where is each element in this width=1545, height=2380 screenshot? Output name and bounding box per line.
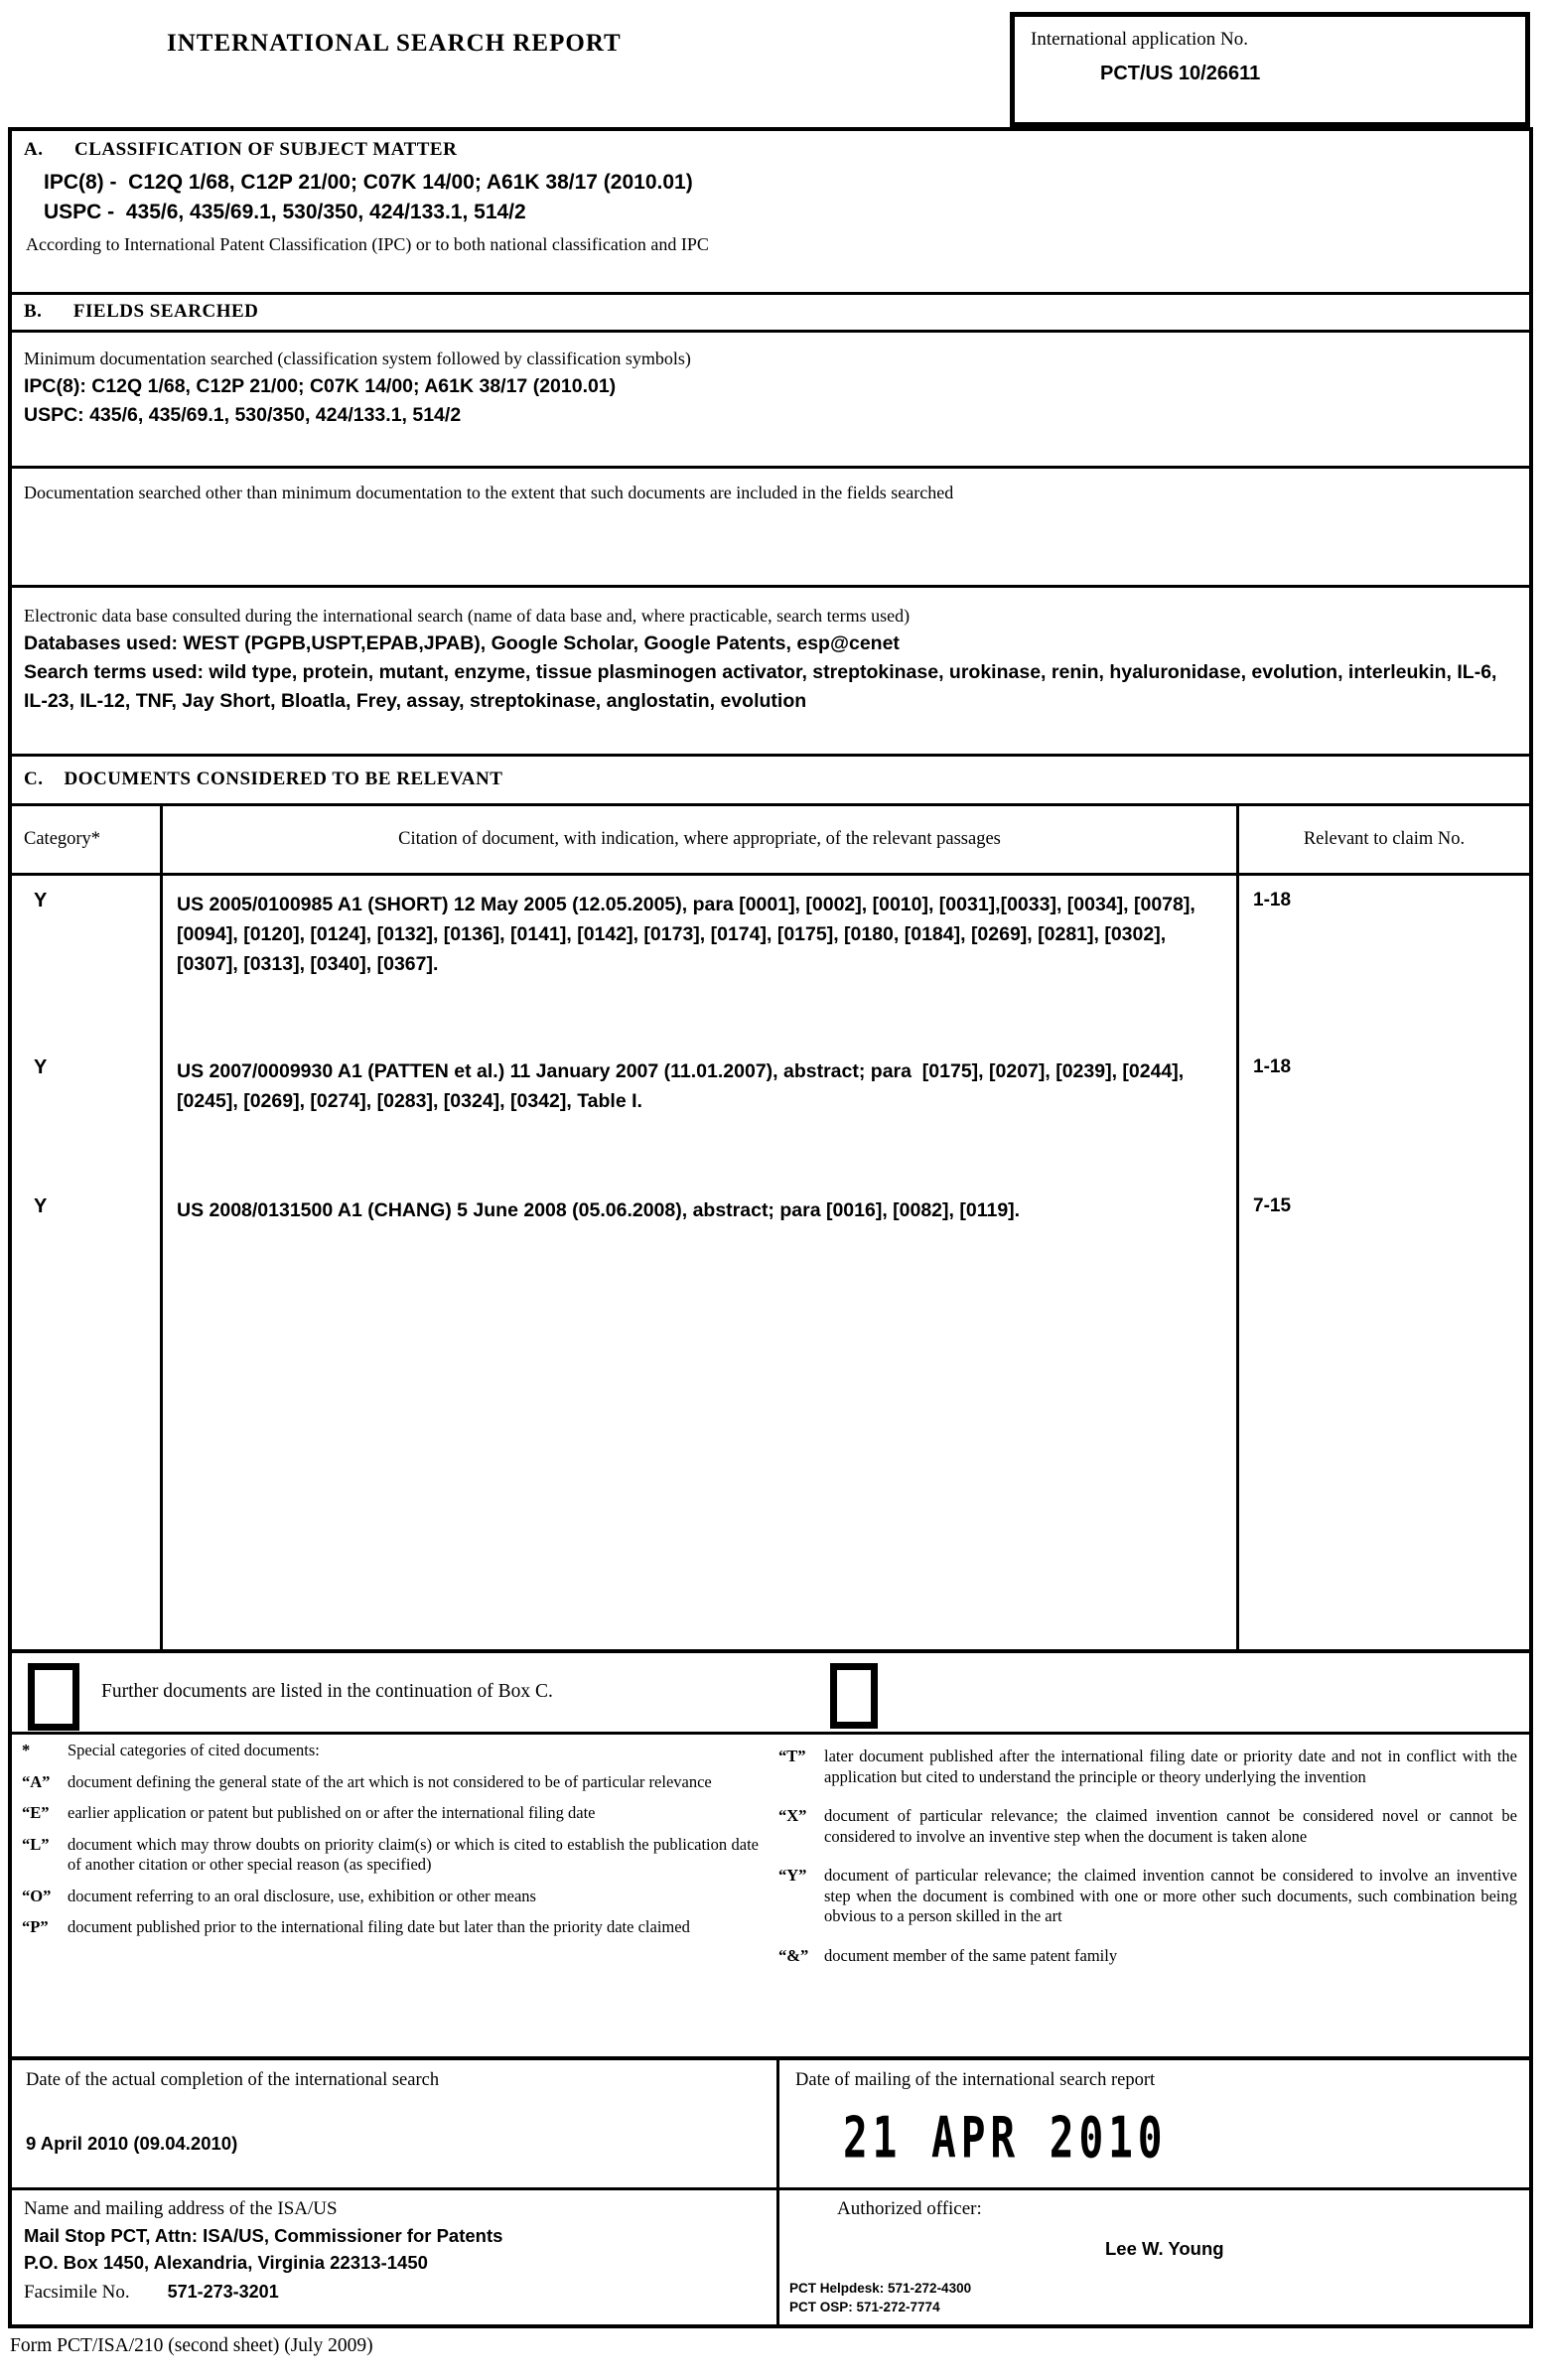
citation-text: US 2007/0009930 A1 (PATTEN et al.) 11 January 2007 (11.01.2007), abstract; para [0175], [0207], [0239], [0244], [0245], [0269], [0274], [0283], [0324], [0342], Table I. <box>177 1060 1190 1112</box>
legend-symbol: “E” <box>22 1803 50 1822</box>
legend-text: earlier application or patent but published on or after the international filing date <box>68 1803 596 1822</box>
legend-right-column <box>767 1735 1529 2056</box>
authorized-officer-label: Authorized officer: <box>837 2198 982 2219</box>
pct-osp-line: PCT OSP: 571-272-7774 <box>789 2300 940 2314</box>
ipc-classification: IPC(8) - C12Q 1/68, C12P 21/00; C07K 14/00; A61K 38/17 (2010.01) <box>44 171 693 194</box>
application-number-box <box>1010 12 1530 127</box>
legend-symbol: * <box>22 1741 31 1759</box>
isa-address-cell <box>12 2190 776 2324</box>
isa-address-label: Name and mailing address of the ISA/US <box>24 2198 338 2219</box>
application-number-label: International application No. <box>1031 29 1248 50</box>
category-column <box>12 876 163 1649</box>
application-number-value: PCT/US 10/26611 <box>1100 63 1261 84</box>
completion-date-label: Date of the actual completion of the international search <box>26 2070 440 2090</box>
legend-text: document referring to an oral disclosure, use, exhibition or other means <box>68 1886 536 1905</box>
legend-item <box>778 1866 1521 1927</box>
edb-databases: Databases used: WEST (PGPB,USPT,EPAB,JPAB), Google Scholar, Google Patents, esp@cenet <box>24 632 900 654</box>
legend-text: Special categories of cited documents: <box>68 1741 320 1759</box>
legend-symbol: “T” <box>778 1747 806 1765</box>
section-a-classification <box>12 131 1529 292</box>
citation-category: Y <box>34 1195 48 1217</box>
legend-text: document published prior to the international filing date but later than the priority date claimed <box>68 1917 690 1936</box>
relevant-claims: 1-18 <box>1253 890 1292 910</box>
legend-item <box>778 1747 1521 1787</box>
legend-text: document member of the same patent family <box>824 1945 1118 1965</box>
column-header-citation: Citation of document, with indication, where appropriate, of the relevant passages <box>163 806 1239 873</box>
legend-symbol: “A” <box>22 1771 51 1791</box>
legend-item <box>22 1917 763 1938</box>
citation-column <box>163 876 1239 1649</box>
citation-table-header <box>12 803 1529 873</box>
legend-item <box>22 1741 763 1761</box>
minimum-uspc: USPC: 435/6, 435/69.1, 530/350, 424/133.1, 514/2 <box>24 404 462 426</box>
isa-officer-row <box>12 2187 1529 2324</box>
legend-symbol: “L” <box>22 1834 50 1854</box>
relevant-claims: 1-18 <box>1253 1056 1292 1077</box>
authorized-officer-name: Lee W. Young <box>1105 2238 1224 2259</box>
isa-address-line1: Mail Stop PCT, Attn: ISA/US, Commissioner for Patents <box>24 2225 503 2246</box>
facsimile-label: Facsimile No. <box>24 2282 130 2303</box>
authorized-officer-cell <box>776 2190 1529 2324</box>
page-title: INTERNATIONAL SEARCH REPORT <box>167 30 622 57</box>
form-body <box>8 127 1533 2328</box>
facsimile-number: 571-273-3201 <box>167 2282 279 2302</box>
completion-date-value: 9 April 2010 (09.04.2010) <box>26 2133 238 2154</box>
pct-helpdesk-line: PCT Helpdesk: 571-272-4300 <box>789 2281 972 2296</box>
claims-column <box>1239 876 1529 1649</box>
dates-row <box>12 2056 1529 2187</box>
edb-search-terms: Search terms used: wild type, protein, mutant, enzyme, tissue plasminogen activator, streptokinase, urokinase, renin, hyaluronidase, evolution, interleukin, IL-6, IL-23, IL-12, TNF, Jay Short, Bloatla, Frey, assay, streptokinase, anglostatin, evolution <box>24 661 1497 712</box>
continuation-checkbox[interactable] <box>830 1663 878 1729</box>
legend-symbol: “&” <box>778 1945 809 1965</box>
further-documents-row <box>12 1649 1529 1732</box>
facsimile-row <box>24 2282 776 2304</box>
citation-text: US 2005/0100985 A1 (SHORT) 12 May 2005 (12.05.2005), para [0001], [0002], [0010], [0031],[0033], [0034], [0078], [0094], [0120], [0124], [0132], [0136], [0141], [0142], [0173], [0174], [0175], [0180, [0184], [0269], [0281], [0302], [0307], [0313], [0340], [0367]. <box>177 894 1201 975</box>
minimum-documentation-label: Minimum documentation searched (classification system followed by classification symbols) <box>24 349 691 368</box>
citation-category: Y <box>34 1056 48 1078</box>
legend-left-column <box>12 1735 767 2056</box>
other-documentation-text: Documentation searched other than minimum documentation to the extent that such documents are included in the fields searched <box>24 483 954 502</box>
legend-item <box>22 1803 763 1824</box>
minimum-ipc: IPC(8): C12Q 1/68, C12P 21/00; C07K 14/00; A61K 38/17 (2010.01) <box>24 375 617 397</box>
legend-text: document defining the general state of the art which is not considered to be of particular relevance <box>68 1771 712 1791</box>
classification-note: According to International Patent Classification (IPC) or to both national classification and IPC <box>26 234 709 254</box>
form-identifier: Form PCT/ISA/210 (second sheet) (July 2009) <box>10 2335 373 2356</box>
section-c-heading: C. DOCUMENTS CONSIDERED TO BE RELEVANT <box>24 769 503 789</box>
legend-text: document of particular relevance; the claimed invention cannot be considered novel or cannot be considered to involve an inventive step when the document is taken alone <box>824 1806 1517 1846</box>
legend-symbol: “O” <box>22 1886 52 1905</box>
section-b-heading: B. FIELDS SEARCHED <box>24 301 259 322</box>
further-documents-checkbox[interactable] <box>28 1663 79 1731</box>
citation-table-body <box>12 873 1529 1649</box>
legend-text: later document published after the international filing date or priority date and not in conflict with the application but cited to understand the principle or theory underlying the invention <box>824 1747 1517 1786</box>
legend-symbol: “P” <box>22 1917 49 1936</box>
legend-item <box>22 1887 763 1907</box>
legend-text: document which may throw doubts on priority claim(s) or which is cited to establish the publication date of another citation or other special reason (as specified) <box>68 1834 759 1874</box>
mailing-date-label: Date of mailing of the international search report <box>795 2070 1156 2090</box>
further-documents-label: Further documents are listed in the continuation of Box C. <box>101 1681 553 1702</box>
completion-date-cell <box>12 2060 776 2187</box>
edb-label: Electronic data base consulted during the international search (name of data base and, where practicable, search terms used) <box>24 606 911 626</box>
other-documentation-box <box>12 466 1529 585</box>
relevant-claims: 7-15 <box>1253 1195 1292 1216</box>
column-header-category: Category* <box>12 806 163 873</box>
section-b-heading-row <box>12 292 1529 330</box>
section-a-heading: A. CLASSIFICATION OF SUBJECT MATTER <box>24 139 458 160</box>
isa-address-line2: P.O. Box 1450, Alexandria, Virginia 22313-1450 <box>24 2252 428 2273</box>
cited-documents-legend <box>12 1732 1529 2056</box>
electronic-database-box <box>12 585 1529 754</box>
legend-item <box>22 1835 763 1876</box>
legend-item <box>778 1806 1521 1847</box>
section-c-heading-row <box>12 754 1529 803</box>
legend-symbol: “X” <box>778 1806 807 1825</box>
citation-category: Y <box>34 890 48 911</box>
citation-text: US 2008/0131500 A1 (CHANG) 5 June 2008 (05.06.2008), abstract; para [0016], [0082], [0119]. <box>177 1199 1021 1221</box>
mailing-date-stamp: 21 APR 2010 <box>843 2105 1168 2171</box>
pct-contact-lines <box>789 2279 971 2316</box>
mailing-date-cell <box>776 2060 1529 2187</box>
minimum-documentation-box <box>12 330 1529 466</box>
column-header-claims: Relevant to claim No. <box>1303 829 1466 849</box>
uspc-classification: USPC - 435/6, 435/69.1, 530/350, 424/133.1, 514/2 <box>44 201 526 223</box>
legend-symbol: “Y” <box>778 1866 807 1885</box>
legend-text: document of particular relevance; the claimed invention cannot be considered to involve an inventive step when the document is combined with one or more other such documents, such combination being obvious to a person skilled in the art <box>824 1866 1517 1925</box>
legend-item <box>22 1772 763 1793</box>
legend-item <box>778 1946 1521 1967</box>
